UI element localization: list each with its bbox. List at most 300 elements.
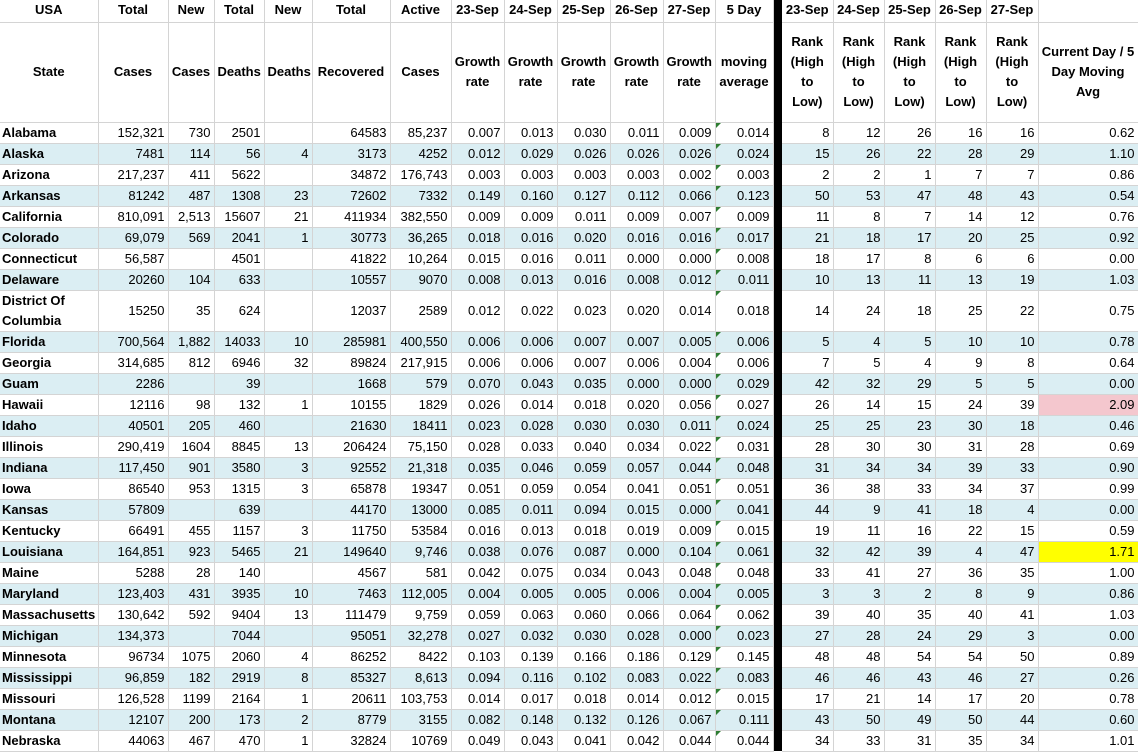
cell-growth-27sep[interactable]: 0.000: [663, 248, 715, 269]
cell-moving-average[interactable]: 0.011: [715, 269, 773, 290]
cell-state[interactable]: Louisiana: [0, 541, 98, 562]
cell-total-deaths[interactable]: 3580: [214, 457, 264, 478]
header-cell-active-cases[interactable]: Cases: [390, 22, 451, 122]
cell-state[interactable]: Guam: [0, 373, 98, 394]
cell-growth-24sep[interactable]: 0.116: [504, 667, 557, 688]
cell-growth-23sep[interactable]: 0.006: [451, 331, 504, 352]
cell-growth-23sep[interactable]: 0.042: [451, 562, 504, 583]
cell-new-deaths[interactable]: 21: [264, 206, 312, 227]
cell-growth-25sep[interactable]: 0.054: [557, 478, 610, 499]
cell-growth-26sep[interactable]: 0.014: [610, 688, 663, 709]
cell-rank-25sep[interactable]: 23: [884, 415, 935, 436]
cell-rank-27sep[interactable]: 34: [986, 730, 1038, 751]
cell-new-deaths[interactable]: 3: [264, 457, 312, 478]
cell-new-deaths[interactable]: 32: [264, 352, 312, 373]
cell-current-over-avg[interactable]: 0.46: [1038, 415, 1138, 436]
header-cell-recovered[interactable]: Total: [312, 0, 390, 22]
cell-rank-27sep[interactable]: 16: [986, 122, 1038, 143]
cell-growth-26sep[interactable]: 0.028: [610, 625, 663, 646]
cell-rank-25sep[interactable]: 24: [884, 625, 935, 646]
cell-growth-27sep[interactable]: 0.064: [663, 604, 715, 625]
header-cell-rank-24sep[interactable]: 24-Sep: [833, 0, 884, 22]
cell-rank-25sep[interactable]: 17: [884, 227, 935, 248]
cell-rank-26sep[interactable]: 17: [935, 688, 986, 709]
cell-rank-24sep[interactable]: 28: [833, 625, 884, 646]
header-cell-growth-26sep[interactable]: 26-Sep: [610, 0, 663, 22]
cell-growth-27sep[interactable]: 0.129: [663, 646, 715, 667]
cell-moving-average[interactable]: 0.009: [715, 206, 773, 227]
header-cell-growth-24sep[interactable]: 24-Sep: [504, 0, 557, 22]
cell-rank-25sep[interactable]: 29: [884, 373, 935, 394]
cell-rank-24sep[interactable]: 40: [833, 604, 884, 625]
cell-growth-24sep[interactable]: 0.043: [504, 373, 557, 394]
cell-new-deaths[interactable]: [264, 373, 312, 394]
cell-total-cases[interactable]: 134,373: [98, 625, 168, 646]
cell-growth-27sep[interactable]: 0.011: [663, 415, 715, 436]
cell-rank-25sep[interactable]: 14: [884, 688, 935, 709]
cell-new-cases[interactable]: 205: [168, 415, 214, 436]
cell-moving-average[interactable]: 0.044: [715, 730, 773, 751]
cell-active-cases[interactable]: 13000: [390, 499, 451, 520]
cell-total-cases[interactable]: 290,419: [98, 436, 168, 457]
cell-moving-average[interactable]: 0.111: [715, 709, 773, 730]
header-cell-growth-24sep[interactable]: Growth rate: [504, 22, 557, 122]
cell-total-deaths[interactable]: 2041: [214, 227, 264, 248]
cell-moving-average[interactable]: 0.024: [715, 415, 773, 436]
cell-total-deaths[interactable]: 140: [214, 562, 264, 583]
cell-growth-23sep[interactable]: 0.103: [451, 646, 504, 667]
cell-active-cases[interactable]: 176,743: [390, 164, 451, 185]
cell-rank-26sep[interactable]: 40: [935, 604, 986, 625]
cell-growth-23sep[interactable]: 0.082: [451, 709, 504, 730]
cell-new-cases[interactable]: 455: [168, 520, 214, 541]
cell-rank-27sep[interactable]: 43: [986, 185, 1038, 206]
cell-new-deaths[interactable]: 3: [264, 520, 312, 541]
cell-growth-23sep[interactable]: 0.038: [451, 541, 504, 562]
cell-rank-27sep[interactable]: 27: [986, 667, 1038, 688]
cell-current-over-avg[interactable]: 0.64: [1038, 352, 1138, 373]
cell-rank-24sep[interactable]: 13: [833, 269, 884, 290]
cell-total-cases[interactable]: 57809: [98, 499, 168, 520]
cell-rank-26sep[interactable]: 48: [935, 185, 986, 206]
cell-new-cases[interactable]: 1,882: [168, 331, 214, 352]
cell-rank-25sep[interactable]: 22: [884, 143, 935, 164]
cell-growth-25sep[interactable]: 0.018: [557, 394, 610, 415]
cell-rank-24sep[interactable]: 32: [833, 373, 884, 394]
cell-growth-24sep[interactable]: 0.059: [504, 478, 557, 499]
header-cell-rank-26sep[interactable]: 26-Sep: [935, 0, 986, 22]
cell-rank-23sep[interactable]: 26: [782, 394, 833, 415]
cell-growth-27sep[interactable]: 0.104: [663, 541, 715, 562]
cell-recovered[interactable]: 44170: [312, 499, 390, 520]
cell-new-cases[interactable]: 812: [168, 352, 214, 373]
cell-total-deaths[interactable]: 5622: [214, 164, 264, 185]
cell-state[interactable]: Arkansas: [0, 185, 98, 206]
cell-growth-24sep[interactable]: 0.017: [504, 688, 557, 709]
cell-recovered[interactable]: 149640: [312, 541, 390, 562]
cell-new-cases[interactable]: 200: [168, 709, 214, 730]
cell-rank-23sep[interactable]: 42: [782, 373, 833, 394]
cell-state[interactable]: Maine: [0, 562, 98, 583]
cell-rank-26sep[interactable]: 54: [935, 646, 986, 667]
cell-recovered[interactable]: 4567: [312, 562, 390, 583]
cell-rank-25sep[interactable]: 4: [884, 352, 935, 373]
cell-rank-24sep[interactable]: 9: [833, 499, 884, 520]
cell-moving-average[interactable]: 0.029: [715, 373, 773, 394]
cell-recovered[interactable]: 64583: [312, 122, 390, 143]
cell-growth-24sep[interactable]: 0.160: [504, 185, 557, 206]
cell-rank-23sep[interactable]: 32: [782, 541, 833, 562]
cell-active-cases[interactable]: 36,265: [390, 227, 451, 248]
cell-growth-27sep[interactable]: 0.014: [663, 290, 715, 331]
cell-growth-24sep[interactable]: 0.075: [504, 562, 557, 583]
cell-total-deaths[interactable]: 132: [214, 394, 264, 415]
cell-rank-23sep[interactable]: 5: [782, 331, 833, 352]
cell-active-cases[interactable]: 8,613: [390, 667, 451, 688]
header-cell-active-cases[interactable]: Active: [390, 0, 451, 22]
cell-total-deaths[interactable]: 1315: [214, 478, 264, 499]
cell-new-deaths[interactable]: [264, 248, 312, 269]
cell-total-deaths[interactable]: 14033: [214, 331, 264, 352]
cell-active-cases[interactable]: 10,264: [390, 248, 451, 269]
cell-rank-24sep[interactable]: 41: [833, 562, 884, 583]
cell-new-cases[interactable]: 730: [168, 122, 214, 143]
cell-new-cases[interactable]: [168, 625, 214, 646]
cell-new-deaths[interactable]: 1: [264, 688, 312, 709]
cell-total-deaths[interactable]: 15607: [214, 206, 264, 227]
cell-rank-26sep[interactable]: 25: [935, 290, 986, 331]
cell-rank-27sep[interactable]: 3: [986, 625, 1038, 646]
cell-rank-27sep[interactable]: 44: [986, 709, 1038, 730]
cell-total-cases[interactable]: 2286: [98, 373, 168, 394]
cell-rank-27sep[interactable]: 5: [986, 373, 1038, 394]
cell-state[interactable]: Kansas: [0, 499, 98, 520]
cell-growth-26sep[interactable]: 0.006: [610, 352, 663, 373]
cell-rank-25sep[interactable]: 33: [884, 478, 935, 499]
header-cell-moving-average[interactable]: 5 Day: [715, 0, 773, 22]
cell-rank-26sep[interactable]: 4: [935, 541, 986, 562]
cell-growth-24sep[interactable]: 0.016: [504, 248, 557, 269]
cell-rank-26sep[interactable]: 22: [935, 520, 986, 541]
cell-state[interactable]: Colorado: [0, 227, 98, 248]
cell-growth-25sep[interactable]: 0.003: [557, 164, 610, 185]
cell-rank-26sep[interactable]: 10: [935, 331, 986, 352]
cell-growth-25sep[interactable]: 0.016: [557, 269, 610, 290]
cell-growth-25sep[interactable]: 0.030: [557, 415, 610, 436]
cell-rank-27sep[interactable]: 10: [986, 331, 1038, 352]
cell-growth-24sep[interactable]: 0.076: [504, 541, 557, 562]
cell-growth-25sep[interactable]: 0.087: [557, 541, 610, 562]
cell-total-cases[interactable]: 217,237: [98, 164, 168, 185]
cell-rank-27sep[interactable]: 8: [986, 352, 1038, 373]
cell-active-cases[interactable]: 53584: [390, 520, 451, 541]
cell-growth-27sep[interactable]: 0.007: [663, 206, 715, 227]
cell-rank-27sep[interactable]: 20: [986, 688, 1038, 709]
cell-total-cases[interactable]: 69,079: [98, 227, 168, 248]
cell-total-cases[interactable]: 56,587: [98, 248, 168, 269]
cell-growth-26sep[interactable]: 0.019: [610, 520, 663, 541]
header-cell-rank-27sep[interactable]: 27-Sep: [986, 0, 1038, 22]
cell-rank-24sep[interactable]: 33: [833, 730, 884, 751]
cell-rank-23sep[interactable]: 39: [782, 604, 833, 625]
cell-state[interactable]: Michigan: [0, 625, 98, 646]
cell-growth-24sep[interactable]: 0.139: [504, 646, 557, 667]
cell-active-cases[interactable]: 4252: [390, 143, 451, 164]
cell-growth-23sep[interactable]: 0.149: [451, 185, 504, 206]
cell-new-cases[interactable]: 953: [168, 478, 214, 499]
cell-recovered[interactable]: 10155: [312, 394, 390, 415]
cell-growth-27sep[interactable]: 0.022: [663, 436, 715, 457]
cell-rank-24sep[interactable]: 38: [833, 478, 884, 499]
cell-total-deaths[interactable]: 633: [214, 269, 264, 290]
cell-rank-27sep[interactable]: 41: [986, 604, 1038, 625]
cell-growth-27sep[interactable]: 0.009: [663, 520, 715, 541]
cell-rank-23sep[interactable]: 48: [782, 646, 833, 667]
cell-current-over-avg[interactable]: 0.89: [1038, 646, 1138, 667]
cell-total-deaths[interactable]: 6946: [214, 352, 264, 373]
cell-growth-24sep[interactable]: 0.046: [504, 457, 557, 478]
cell-state[interactable]: Kentucky: [0, 520, 98, 541]
cell-active-cases[interactable]: 217,915: [390, 352, 451, 373]
header-cell-current-over-avg[interactable]: Current Day / 5 Day Moving Avg: [1038, 22, 1138, 122]
cell-growth-25sep[interactable]: 0.102: [557, 667, 610, 688]
cell-rank-23sep[interactable]: 50: [782, 185, 833, 206]
cell-state[interactable]: Illinois: [0, 436, 98, 457]
cell-rank-25sep[interactable]: 7: [884, 206, 935, 227]
cell-growth-23sep[interactable]: 0.070: [451, 373, 504, 394]
header-cell-state[interactable]: State: [0, 22, 98, 122]
cell-total-deaths[interactable]: 2501: [214, 122, 264, 143]
cell-growth-27sep[interactable]: 0.000: [663, 373, 715, 394]
cell-rank-26sep[interactable]: 36: [935, 562, 986, 583]
cell-current-over-avg[interactable]: 0.54: [1038, 185, 1138, 206]
cell-growth-26sep[interactable]: 0.007: [610, 331, 663, 352]
cell-recovered[interactable]: 12037: [312, 290, 390, 331]
cell-current-over-avg[interactable]: 0.60: [1038, 709, 1138, 730]
cell-total-deaths[interactable]: 56: [214, 143, 264, 164]
cell-growth-25sep[interactable]: 0.040: [557, 436, 610, 457]
cell-new-cases[interactable]: 1604: [168, 436, 214, 457]
cell-total-cases[interactable]: 20260: [98, 269, 168, 290]
cell-total-cases[interactable]: 66491: [98, 520, 168, 541]
cell-growth-23sep[interactable]: 0.004: [451, 583, 504, 604]
cell-growth-23sep[interactable]: 0.059: [451, 604, 504, 625]
cell-growth-27sep[interactable]: 0.051: [663, 478, 715, 499]
cell-growth-25sep[interactable]: 0.060: [557, 604, 610, 625]
cell-new-cases[interactable]: 901: [168, 457, 214, 478]
cell-growth-24sep[interactable]: 0.009: [504, 206, 557, 227]
cell-new-cases[interactable]: 487: [168, 185, 214, 206]
cell-moving-average[interactable]: 0.145: [715, 646, 773, 667]
cell-rank-23sep[interactable]: 18: [782, 248, 833, 269]
header-cell-total-deaths[interactable]: Total: [214, 0, 264, 22]
cell-new-cases[interactable]: 1075: [168, 646, 214, 667]
cell-moving-average[interactable]: 0.005: [715, 583, 773, 604]
header-cell-new-cases[interactable]: New: [168, 0, 214, 22]
cell-rank-27sep[interactable]: 4: [986, 499, 1038, 520]
cell-recovered[interactable]: 206424: [312, 436, 390, 457]
cell-recovered[interactable]: 7463: [312, 583, 390, 604]
cell-rank-23sep[interactable]: 25: [782, 415, 833, 436]
header-cell-state[interactable]: USA: [0, 0, 98, 22]
cell-total-cases[interactable]: 123,403: [98, 583, 168, 604]
cell-active-cases[interactable]: 382,550: [390, 206, 451, 227]
cell-moving-average[interactable]: 0.015: [715, 688, 773, 709]
cell-rank-27sep[interactable]: 9: [986, 583, 1038, 604]
cell-moving-average[interactable]: 0.008: [715, 248, 773, 269]
cell-new-cases[interactable]: 1199: [168, 688, 214, 709]
header-cell-growth-23sep[interactable]: 23-Sep: [451, 0, 504, 22]
cell-moving-average[interactable]: 0.123: [715, 185, 773, 206]
cell-total-deaths[interactable]: 7044: [214, 625, 264, 646]
cell-current-over-avg[interactable]: 0.90: [1038, 457, 1138, 478]
cell-growth-25sep[interactable]: 0.030: [557, 625, 610, 646]
cell-rank-24sep[interactable]: 12: [833, 122, 884, 143]
cell-growth-27sep[interactable]: 0.044: [663, 457, 715, 478]
cell-recovered[interactable]: 34872: [312, 164, 390, 185]
cell-growth-26sep[interactable]: 0.000: [610, 248, 663, 269]
cell-rank-25sep[interactable]: 16: [884, 520, 935, 541]
cell-recovered[interactable]: 72602: [312, 185, 390, 206]
cell-rank-27sep[interactable]: 39: [986, 394, 1038, 415]
cell-state[interactable]: Georgia: [0, 352, 98, 373]
cell-growth-27sep[interactable]: 0.022: [663, 667, 715, 688]
cell-recovered[interactable]: 89824: [312, 352, 390, 373]
cell-new-cases[interactable]: 411: [168, 164, 214, 185]
cell-rank-24sep[interactable]: 26: [833, 143, 884, 164]
cell-current-over-avg[interactable]: 0.59: [1038, 520, 1138, 541]
cell-active-cases[interactable]: 18411: [390, 415, 451, 436]
cell-total-cases[interactable]: 81242: [98, 185, 168, 206]
cell-growth-24sep[interactable]: 0.013: [504, 520, 557, 541]
cell-rank-26sep[interactable]: 50: [935, 709, 986, 730]
cell-active-cases[interactable]: 2589: [390, 290, 451, 331]
cell-rank-24sep[interactable]: 3: [833, 583, 884, 604]
cell-total-deaths[interactable]: 624: [214, 290, 264, 331]
cell-new-deaths[interactable]: 3: [264, 478, 312, 499]
cell-new-cases[interactable]: 28: [168, 562, 214, 583]
cell-growth-24sep[interactable]: 0.033: [504, 436, 557, 457]
cell-recovered[interactable]: 65878: [312, 478, 390, 499]
cell-rank-24sep[interactable]: 34: [833, 457, 884, 478]
cell-moving-average[interactable]: 0.024: [715, 143, 773, 164]
cell-growth-25sep[interactable]: 0.018: [557, 520, 610, 541]
cell-new-deaths[interactable]: 10: [264, 331, 312, 352]
cell-moving-average[interactable]: 0.061: [715, 541, 773, 562]
cell-current-over-avg[interactable]: 0.00: [1038, 625, 1138, 646]
cell-rank-26sep[interactable]: 9: [935, 352, 986, 373]
cell-rank-27sep[interactable]: 18: [986, 415, 1038, 436]
cell-growth-26sep[interactable]: 0.016: [610, 227, 663, 248]
cell-current-over-avg[interactable]: 0.78: [1038, 688, 1138, 709]
cell-growth-24sep[interactable]: 0.014: [504, 394, 557, 415]
cell-rank-24sep[interactable]: 30: [833, 436, 884, 457]
cell-state[interactable]: Idaho: [0, 415, 98, 436]
cell-new-cases[interactable]: 569: [168, 227, 214, 248]
header-cell-new-deaths[interactable]: New: [264, 0, 312, 22]
cell-growth-26sep[interactable]: 0.008: [610, 269, 663, 290]
cell-rank-25sep[interactable]: 39: [884, 541, 935, 562]
cell-moving-average[interactable]: 0.014: [715, 122, 773, 143]
cell-current-over-avg[interactable]: 1.03: [1038, 604, 1138, 625]
header-cell-growth-26sep[interactable]: Growth rate: [610, 22, 663, 122]
cell-total-deaths[interactable]: 39: [214, 373, 264, 394]
cell-growth-23sep[interactable]: 0.012: [451, 290, 504, 331]
cell-state[interactable]: Minnesota: [0, 646, 98, 667]
cell-growth-24sep[interactable]: 0.011: [504, 499, 557, 520]
cell-growth-26sep[interactable]: 0.057: [610, 457, 663, 478]
cell-rank-23sep[interactable]: 44: [782, 499, 833, 520]
cell-total-deaths[interactable]: 5465: [214, 541, 264, 562]
cell-current-over-avg[interactable]: 0.69: [1038, 436, 1138, 457]
cell-growth-27sep[interactable]: 0.056: [663, 394, 715, 415]
cell-state[interactable]: Mississippi: [0, 667, 98, 688]
cell-total-cases[interactable]: 126,528: [98, 688, 168, 709]
cell-growth-24sep[interactable]: 0.003: [504, 164, 557, 185]
cell-state[interactable]: Nebraska: [0, 730, 98, 751]
cell-total-cases[interactable]: 130,642: [98, 604, 168, 625]
cell-growth-26sep[interactable]: 0.066: [610, 604, 663, 625]
cell-rank-23sep[interactable]: 43: [782, 709, 833, 730]
cell-growth-26sep[interactable]: 0.015: [610, 499, 663, 520]
cell-rank-26sep[interactable]: 29: [935, 625, 986, 646]
cell-total-deaths[interactable]: 2919: [214, 667, 264, 688]
cell-growth-23sep[interactable]: 0.023: [451, 415, 504, 436]
cell-growth-26sep[interactable]: 0.000: [610, 373, 663, 394]
cell-recovered[interactable]: 1668: [312, 373, 390, 394]
cell-growth-26sep[interactable]: 0.026: [610, 143, 663, 164]
cell-active-cases[interactable]: 103,753: [390, 688, 451, 709]
cell-rank-26sep[interactable]: 31: [935, 436, 986, 457]
cell-rank-27sep[interactable]: 6: [986, 248, 1038, 269]
cell-current-over-avg[interactable]: 1.03: [1038, 269, 1138, 290]
cell-rank-23sep[interactable]: 15: [782, 143, 833, 164]
cell-recovered[interactable]: 411934: [312, 206, 390, 227]
cell-rank-26sep[interactable]: 28: [935, 143, 986, 164]
cell-new-cases[interactable]: 2,513: [168, 206, 214, 227]
cell-rank-24sep[interactable]: 53: [833, 185, 884, 206]
cell-growth-25sep[interactable]: 0.059: [557, 457, 610, 478]
cell-active-cases[interactable]: 1829: [390, 394, 451, 415]
cell-growth-24sep[interactable]: 0.013: [504, 269, 557, 290]
cell-rank-26sep[interactable]: 35: [935, 730, 986, 751]
cell-state[interactable]: Maryland: [0, 583, 98, 604]
cell-new-deaths[interactable]: 13: [264, 604, 312, 625]
cell-state[interactable]: Indiana: [0, 457, 98, 478]
cell-rank-26sep[interactable]: 30: [935, 415, 986, 436]
header-cell-total-cases[interactable]: Cases: [98, 22, 168, 122]
cell-recovered[interactable]: 92552: [312, 457, 390, 478]
cell-rank-23sep[interactable]: 34: [782, 730, 833, 751]
cell-rank-26sep[interactable]: 34: [935, 478, 986, 499]
cell-new-deaths[interactable]: 2: [264, 709, 312, 730]
cell-growth-26sep[interactable]: 0.041: [610, 478, 663, 499]
cell-total-cases[interactable]: 96,859: [98, 667, 168, 688]
cell-new-deaths[interactable]: 23: [264, 185, 312, 206]
cell-moving-average[interactable]: 0.017: [715, 227, 773, 248]
cell-rank-27sep[interactable]: 19: [986, 269, 1038, 290]
cell-total-cases[interactable]: 15250: [98, 290, 168, 331]
cell-growth-27sep[interactable]: 0.004: [663, 583, 715, 604]
cell-rank-24sep[interactable]: 17: [833, 248, 884, 269]
cell-total-deaths[interactable]: 4501: [214, 248, 264, 269]
cell-total-deaths[interactable]: 8845: [214, 436, 264, 457]
cell-rank-25sep[interactable]: 15: [884, 394, 935, 415]
cell-growth-26sep[interactable]: 0.020: [610, 290, 663, 331]
cell-growth-23sep[interactable]: 0.051: [451, 478, 504, 499]
cell-rank-24sep[interactable]: 14: [833, 394, 884, 415]
cell-rank-27sep[interactable]: 47: [986, 541, 1038, 562]
